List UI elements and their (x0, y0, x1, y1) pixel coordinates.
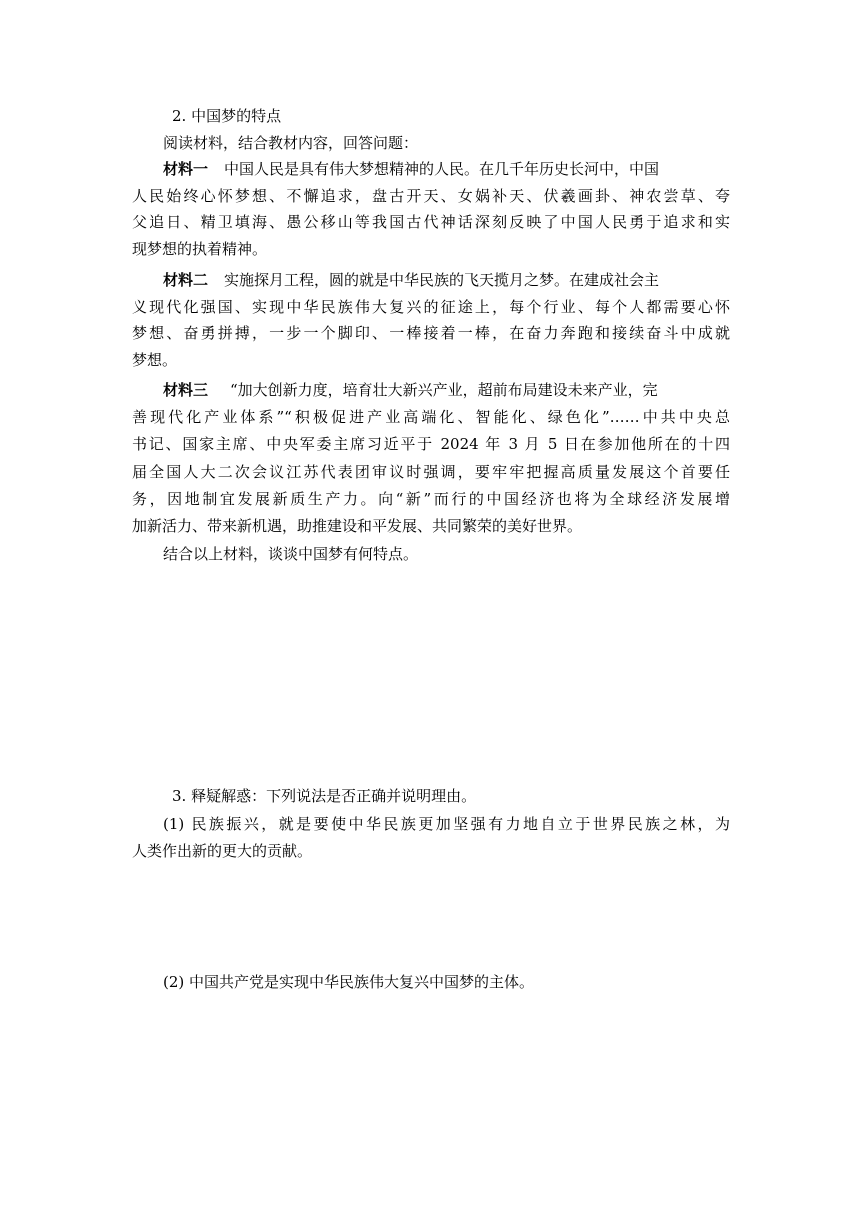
material-1-text-line-2: 人民始终心怀梦想、不懈追求，盘古开天、女娲补天、伏羲画卦、神农尝草、夸 (132, 187, 730, 205)
material-3-text-line-2: 善现代化产业体系”“积极促进产业高端化、智能化、绿色化”……中共中央总 (132, 408, 730, 426)
question-3-item-2: (2) 中国共产党是实现中华民族伟大复兴中国梦的主体。 (163, 973, 535, 991)
material-1-text-line-4: 现梦想的执着精神。 (132, 240, 268, 258)
material-2-text-line-4: 梦想。 (132, 351, 178, 369)
material-3-first-line (163, 376, 730, 404)
question-2-instruction: 阅读材料，结合教材内容，回答问题： (163, 134, 419, 152)
question-3-item-1-line-2: 人类作出新的更大的贡献。 (132, 842, 313, 860)
material-1-text-line-1: 中国人民是具有伟大梦想精神的人民。在几千年历史长河中，中国 (224, 160, 660, 178)
material-3-text-line-6: 加新活力、带来新机遇，助推建设和平发展、共同繁荣的美好世界。 (132, 517, 583, 535)
question-3-heading: 3. 释疑解惑：下列说法是否正确并说明理由。 (172, 787, 477, 805)
material-2-text-line-3: 梦想、奋勇拼搏，一步一个脚印、一棒接着一棒，在奋力奔跑和接续奋斗中成就 (132, 324, 730, 342)
material-2-text-line-2: 义现代化强国、实现中华民族伟大复兴的征途上，每个行业、每个人都需要心怀 (132, 298, 730, 316)
material-1-label: 材料一 (163, 160, 209, 178)
material-3-text-line-5: 务，因地制宜发展新质生产力。向“新”而行的中国经济也将为全球经济发展增 (132, 490, 730, 508)
question-3-item-1-line-1: (1) 民族振兴，就是要使中华民族更加坚强有力地自立于世界民族之林，为 (163, 815, 730, 833)
material-3-text-line-4: 届全国人大二次会议江苏代表团审议时强调，要牢牢把握高质量发展这个首要任 (132, 463, 730, 481)
material-2-text-line-1: 实施探月工程，圆的就是中华民族的飞天揽月之梦。在建成社会主 (224, 271, 660, 289)
material-3-text-line-3: 书记、国家主席、中央军委主席习近平于 2024 年 3 月 5 日在参加他所在的十四 (132, 435, 730, 453)
material-2-label: 材料二 (163, 271, 209, 289)
question-2-heading: 2. 中国梦的特点 (172, 107, 282, 125)
question-2-prompt: 结合以上材料，谈谈中国梦有何特点。 (163, 545, 419, 563)
material-1-first-line (163, 155, 730, 183)
material-3-label: 材料三 (163, 381, 209, 399)
material-2-first-line (163, 266, 730, 294)
material-3-text-line-1: “加大创新力度，培育壮大新兴产业，超前布局建设未来产业，完 (230, 381, 658, 399)
material-1-text-line-3: 父追日、精卫填海、愚公移山等我国古代神话深刻反映了中国人民勇于追求和实 (132, 213, 730, 231)
